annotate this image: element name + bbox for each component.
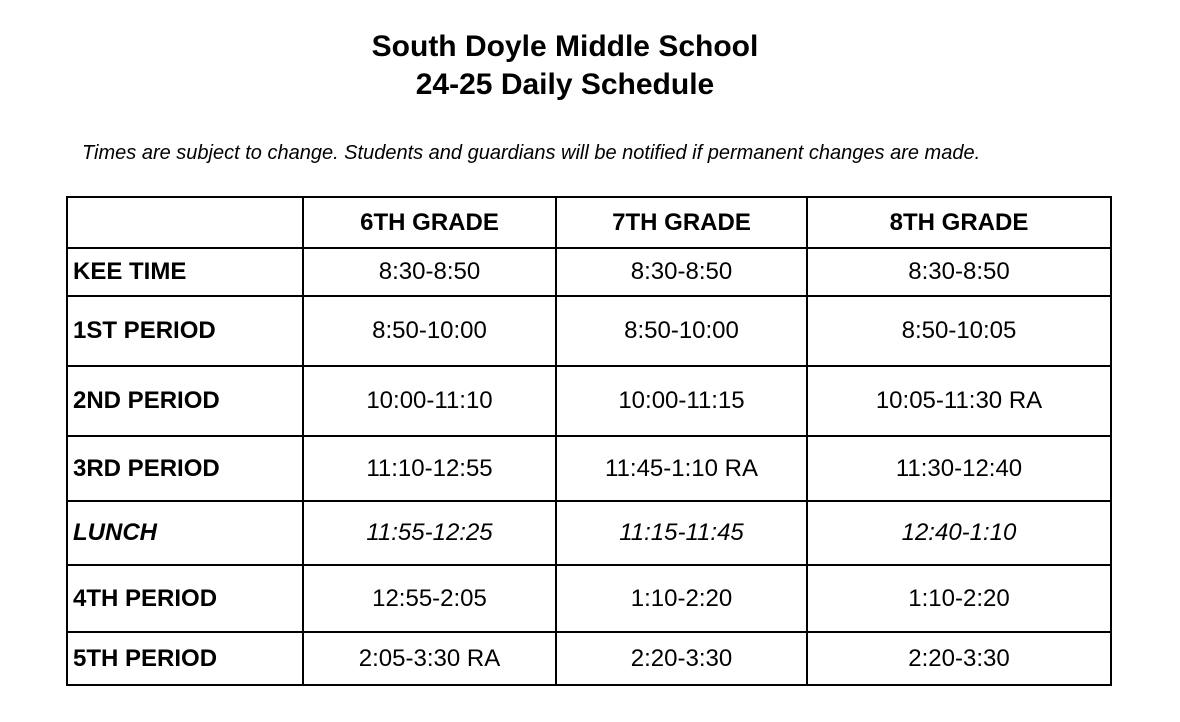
row-label: KEE TIME <box>67 248 303 296</box>
column-header-6th-grade: 6TH GRADE <box>303 197 556 248</box>
cell-8th-grade: 2:20-3:30 <box>807 632 1111 685</box>
column-header-8th-grade: 8TH GRADE <box>807 197 1111 248</box>
row-label: 5TH PERIOD <box>67 632 303 685</box>
cell-6th-grade: 11:55-12:25 <box>303 501 556 565</box>
cell-7th-grade: 11:45-1:10 RA <box>556 436 807 501</box>
table-row <box>67 632 1111 685</box>
cell-8th-grade: 10:05-11:30 RA <box>807 366 1111 436</box>
cell-8th-grade: 1:10-2:20 <box>807 565 1111 632</box>
cell-8th-grade: 11:30-12:40 <box>807 436 1111 501</box>
cell-8th-grade: 8:50-10:05 <box>807 296 1111 366</box>
cell-7th-grade: 11:15-11:45 <box>556 501 807 565</box>
table-row <box>67 296 1111 366</box>
cell-7th-grade: 8:30-8:50 <box>556 248 807 296</box>
cell-7th-grade: 10:00-11:15 <box>556 366 807 436</box>
cell-8th-grade: 8:30-8:50 <box>807 248 1111 296</box>
row-label: 2ND PERIOD <box>67 366 303 436</box>
cell-6th-grade: 2:05-3:30 RA <box>303 632 556 685</box>
cell-7th-grade: 1:10-2:20 <box>556 565 807 632</box>
table-row-lunch <box>67 501 1111 565</box>
column-header-7th-grade: 7TH GRADE <box>556 197 807 248</box>
cell-6th-grade: 12:55-2:05 <box>303 565 556 632</box>
page-subtitle: 24-25 Daily Schedule <box>415 68 715 101</box>
schedule-note: Times are subject to change. Students and guardians will be notified if permanent changes are made. <box>82 142 981 164</box>
table-header-row <box>67 197 1111 248</box>
table-row <box>67 366 1111 436</box>
cell-8th-grade: 12:40-1:10 <box>807 501 1111 565</box>
page-title: South Doyle Middle School <box>371 30 759 63</box>
row-label: LUNCH <box>67 501 303 565</box>
table-row <box>67 248 1111 296</box>
table-row <box>67 565 1111 632</box>
row-label: 3RD PERIOD <box>67 436 303 501</box>
row-label: 1ST PERIOD <box>67 296 303 366</box>
cell-7th-grade: 8:50-10:00 <box>556 296 807 366</box>
row-label: 4TH PERIOD <box>67 565 303 632</box>
cell-6th-grade: 10:00-11:10 <box>303 366 556 436</box>
column-header-corner <box>67 197 303 248</box>
schedule-table <box>66 196 1112 686</box>
cell-7th-grade: 2:20-3:30 <box>556 632 807 685</box>
table-row <box>67 436 1111 501</box>
cell-6th-grade: 11:10-12:55 <box>303 436 556 501</box>
cell-6th-grade: 8:50-10:00 <box>303 296 556 366</box>
cell-6th-grade: 8:30-8:50 <box>303 248 556 296</box>
